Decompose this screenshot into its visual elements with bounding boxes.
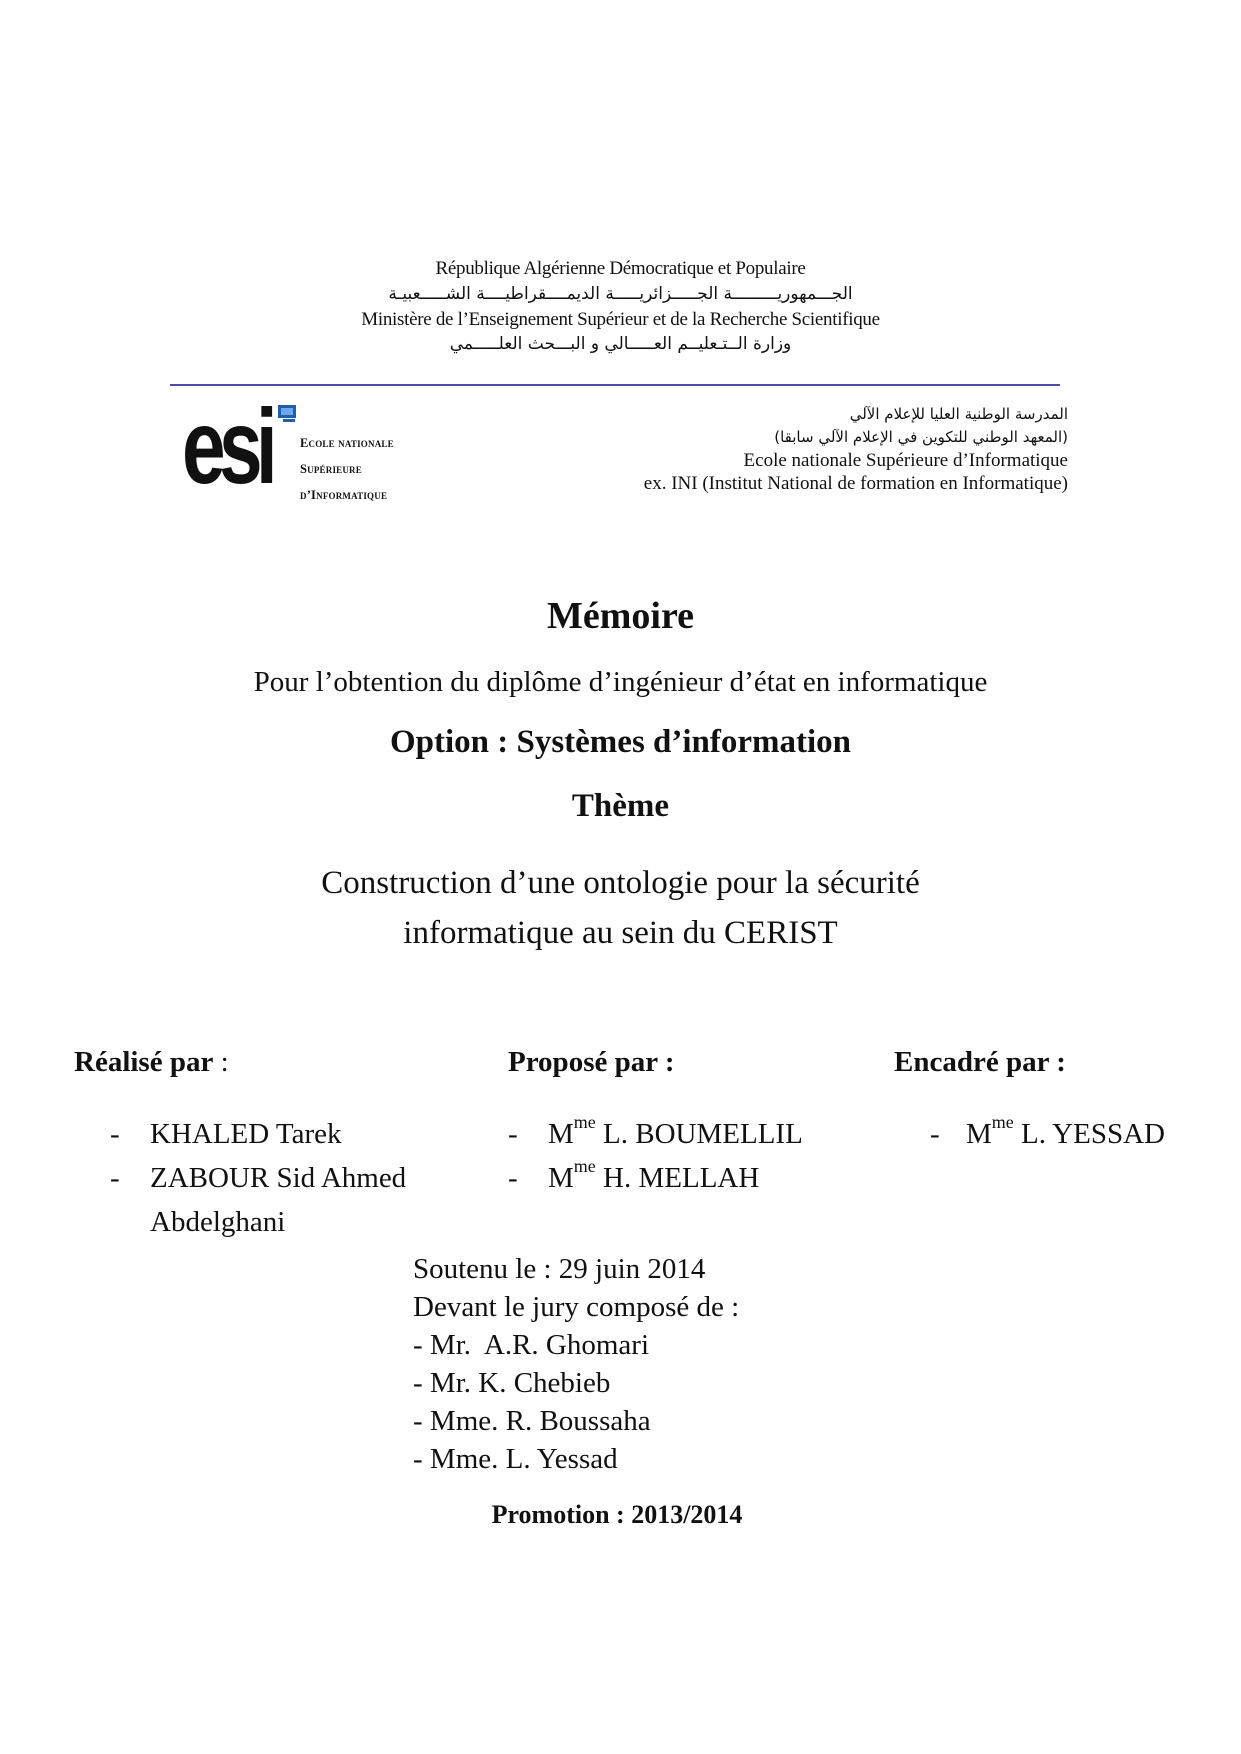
theme-title xyxy=(0,858,1241,958)
propose-heading: Proposé par : xyxy=(508,1046,675,1078)
logo-line-3: d’Informatique xyxy=(300,488,388,502)
document-title: Mémoire xyxy=(547,595,694,637)
esi-logo xyxy=(182,388,437,506)
ministry-fr: Ministère de l’Enseignement Supérieur et de la Recherche Scientifique xyxy=(361,309,880,330)
theme-label: Thème xyxy=(571,788,670,824)
list-item: - KHALED Tarek xyxy=(110,1118,342,1150)
ministry-ar: وزارة الــتـعليــم العـــــالي و البـــحث العلـــــمي xyxy=(449,334,792,354)
degree-subtitle: Pour l’obtention du diplôme d’ingénieur d’état en informatique xyxy=(253,666,988,698)
jury-intro: Devant le jury composé de : xyxy=(413,1291,740,1323)
option-heading: Option : Systèmes d’information xyxy=(389,724,852,760)
theme-line-2: informatique au sein du CERIST xyxy=(403,915,838,951)
institution-ar-1: المدرسة الوطنية العليا للإعلام الآلي xyxy=(849,405,1068,423)
promotion: Promotion : 2013/2014 xyxy=(491,1500,743,1529)
institution-fr-1: Ecole nationale Supérieure d’Informatique xyxy=(743,450,1068,471)
realise-heading: Réalisé par : xyxy=(74,1046,229,1078)
republic-fr: République Algérienne Démocratique et Populaire xyxy=(435,258,806,279)
jury-member: - Mr. A.R. Ghomari xyxy=(413,1329,650,1361)
logo-line-2: Supérieure xyxy=(300,462,362,476)
jury-member: - Mme. R. Boussaha xyxy=(413,1405,651,1437)
list-item: - $M^{me}$ H. MELLAH xyxy=(508,1156,760,1194)
encadre-heading: Encadré par : xyxy=(894,1046,1066,1078)
header-divider xyxy=(170,384,1060,386)
logo-wordmark xyxy=(300,430,394,508)
institution-fr-2: ex. INI (Institut National de formation en Informatique) xyxy=(643,473,1068,494)
list-item: - $M^{me}$ L. YESSAD xyxy=(930,1112,1165,1150)
defense-block xyxy=(413,1250,739,1478)
republic-ar: الجـــمهوريـــــــــة الجـــــزائريـــــة الديمــــقراطيــــة الشـــــعبيـة xyxy=(388,284,853,304)
proposers-list xyxy=(508,1112,858,1200)
theme-line-1: Construction d’une ontologie pour la sécurité xyxy=(321,865,920,901)
list-item: - ZABOUR Sid Ahmed xyxy=(110,1162,407,1194)
jury-member: - Mr. K. Chebieb xyxy=(413,1367,611,1399)
logo-line-1: Ecole nationale xyxy=(300,436,394,450)
monitor-icon xyxy=(277,404,299,426)
institution-ar-2: (المعهد الوطني للتكوين في الإعلام الآلي سابقا) xyxy=(774,428,1068,446)
esi-logo-mark: esi xyxy=(182,388,272,506)
list-item: - $M^{me}$ L. BOUMELLIL xyxy=(508,1112,803,1150)
institution-block xyxy=(644,403,1068,495)
jury-member: - Mme. L. Yessad xyxy=(413,1443,618,1475)
authors-list xyxy=(110,1112,470,1244)
supervisors-list xyxy=(930,1112,1230,1156)
list-item-continuation: Abdelghani xyxy=(150,1206,286,1238)
defense-date: Soutenu le : 29 juin 2014 xyxy=(413,1253,706,1285)
